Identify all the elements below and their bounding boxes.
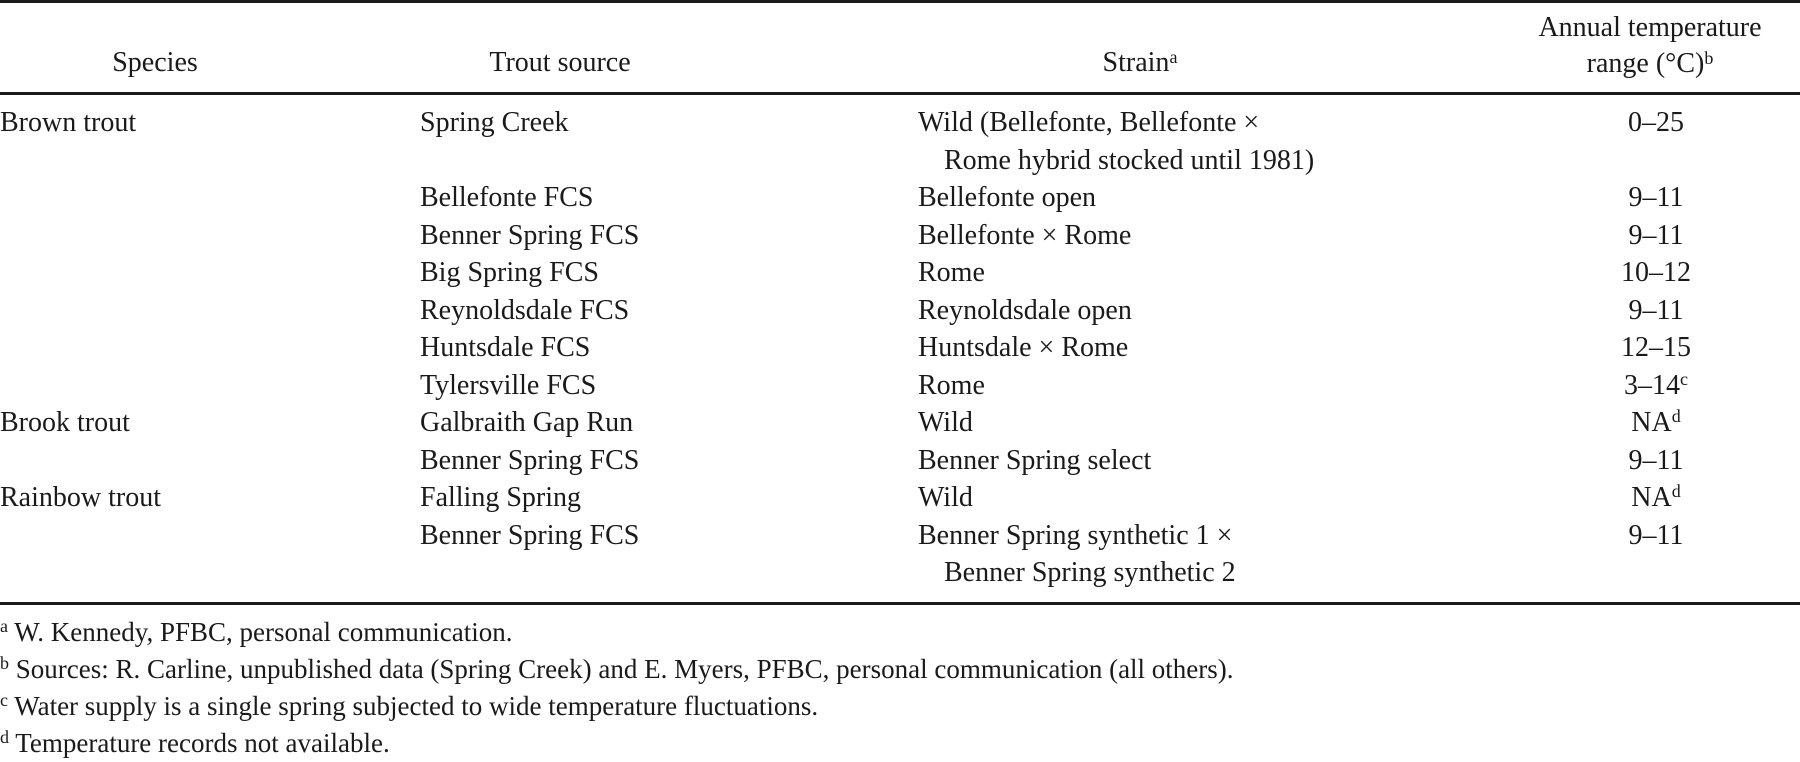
table-row <box>0 329 1800 367</box>
header-strain <box>900 45 1380 81</box>
header-temperature-range <box>1500 10 1800 82</box>
range-value: 9–11 <box>1628 519 1684 551</box>
strain-cell: Rome <box>918 369 985 401</box>
range-value: NA <box>1631 407 1672 438</box>
strain-cell: Huntsdale × Rome <box>918 332 1129 363</box>
source-cell: Reynoldsdale FCS <box>420 294 630 326</box>
table-row <box>0 404 1800 442</box>
range-cell <box>1556 517 1756 555</box>
footnote <box>0 688 818 725</box>
table-row <box>0 142 1800 180</box>
species-cell: Brook trout <box>0 407 130 438</box>
range-cell <box>1556 179 1756 217</box>
range-value: 12–15 <box>1621 332 1691 363</box>
range-cell <box>1556 367 1756 405</box>
footnote-mark: a <box>0 616 8 636</box>
strain-cell-continuation: Benner Spring synthetic 2 <box>944 557 1236 588</box>
species-cell: Rainbow trout <box>0 482 161 513</box>
table-row <box>0 517 1800 555</box>
range-value: 3–14 <box>1624 369 1680 401</box>
range-cell <box>1556 254 1756 292</box>
source-cell: Spring Creek <box>420 107 569 138</box>
footnote-text: Temperature records not available. <box>9 728 390 758</box>
range-value: 9–11 <box>1628 294 1684 326</box>
source-cell: Benner Spring FCS <box>420 519 640 551</box>
source-cell: Bellefonte FCS <box>420 182 594 213</box>
table-row <box>0 367 1800 405</box>
source-cell: Benner Spring FCS <box>420 444 640 476</box>
table-row <box>0 442 1800 480</box>
header-species: Species <box>112 47 198 78</box>
range-footnote-mark: c <box>1680 368 1688 389</box>
strain-cell: Rome <box>918 257 985 288</box>
range-cell <box>1556 104 1756 142</box>
strain-cell: Wild (Bellefonte, Bellefonte × <box>918 107 1260 138</box>
header-strain-footnote-mark: a <box>1169 47 1178 67</box>
source-cell: Tylersville FCS <box>420 369 597 401</box>
range-footnote-mark: d <box>1671 406 1681 426</box>
table-row <box>0 217 1800 255</box>
table-row <box>0 254 1800 292</box>
footnote-text: W. Kennedy, PFBC, personal communication. <box>8 617 513 647</box>
source-cell: Big Spring FCS <box>420 257 599 288</box>
source-cell: Galbraith Gap Run <box>420 407 634 438</box>
strain-cell: Benner Spring synthetic 1 × <box>918 519 1233 551</box>
bottom-rule <box>0 602 1800 605</box>
strain-cell: Reynoldsdale open <box>918 294 1132 326</box>
header-range-line2-label: range (°C) <box>1586 48 1705 79</box>
range-cell <box>1556 479 1756 517</box>
footnote <box>0 725 390 762</box>
range-cell <box>1556 442 1756 480</box>
range-cell <box>1556 404 1756 442</box>
footnote-mark: d <box>0 727 9 747</box>
strain-cell: Wild <box>918 407 973 438</box>
source-cell: Falling Spring <box>420 482 582 513</box>
footnote <box>0 614 512 651</box>
range-cell <box>1556 292 1756 330</box>
strain-cell-continuation: Rome hybrid stocked until 1981) <box>944 144 1315 176</box>
range-footnote-mark: d <box>1671 481 1681 501</box>
table-row <box>0 554 1800 592</box>
range-value: 10–12 <box>1621 257 1691 288</box>
header-range-line1: Annual temperature <box>1538 12 1762 43</box>
source-cell: Huntsdale FCS <box>420 332 591 363</box>
table-row <box>0 179 1800 217</box>
strain-cell: Bellefonte × Rome <box>918 219 1132 251</box>
footnote-mark: b <box>0 653 9 673</box>
range-value: NA <box>1631 482 1672 513</box>
strain-cell: Wild <box>918 482 973 513</box>
header-trout-source: Trout source <box>489 47 631 78</box>
header-strain-label: Strain <box>1102 47 1170 78</box>
table-row <box>0 104 1800 142</box>
range-value: 9–11 <box>1628 444 1684 476</box>
header-rule <box>0 92 1800 95</box>
range-cell <box>1556 217 1756 255</box>
top-rule <box>0 0 1800 3</box>
strain-cell: Benner Spring select <box>918 444 1152 476</box>
table-row <box>0 292 1800 330</box>
table-row <box>0 479 1800 517</box>
range-value: 9–11 <box>1628 182 1684 213</box>
header-range-footnote-mark: b <box>1704 48 1714 68</box>
header-range-line2 <box>1500 46 1800 82</box>
footnote <box>0 651 1234 688</box>
species-cell: Brown trout <box>0 107 137 138</box>
source-cell: Benner Spring FCS <box>420 219 640 251</box>
range-cell <box>1556 329 1756 367</box>
strain-cell: Bellefonte open <box>918 182 1097 213</box>
footnote-mark: c <box>0 690 8 710</box>
range-value: 0–25 <box>1628 107 1684 138</box>
footnote-text: Water supply is a single spring subjected to wide temperature fluctuations. <box>8 691 819 721</box>
footnote-text: Sources: R. Carline, unpublished data (Spring Creek) and E. Myers, PFBC, personal communication (all others). <box>9 654 1234 684</box>
range-value: 9–11 <box>1628 219 1684 251</box>
